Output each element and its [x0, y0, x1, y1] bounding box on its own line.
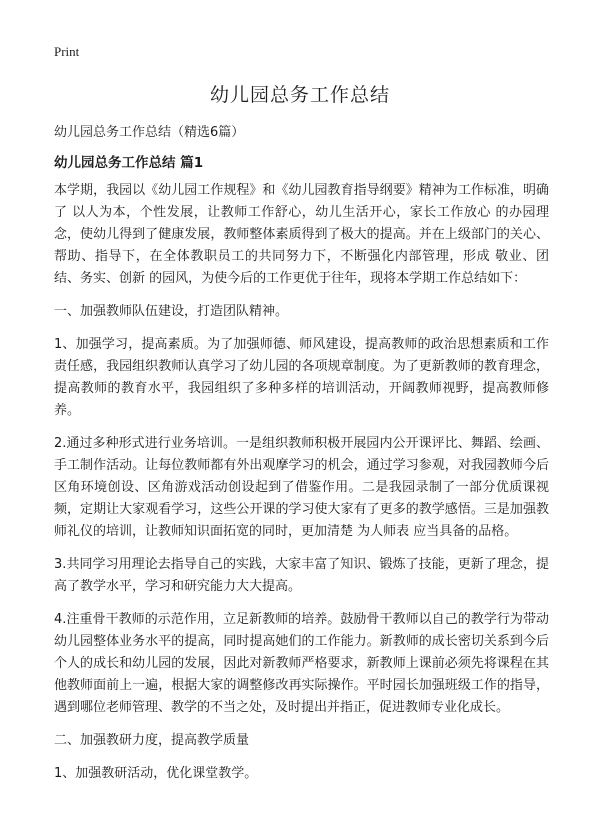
- paragraph-item-5: 1、加强教研活动，优化课堂教学。: [54, 766, 258, 781]
- paragraph-heading-1: 一、加强教师队伍建设，打造团队精神。: [54, 304, 289, 319]
- paragraph-item-1: 1、加强学习，提高素质。为了加强师德、师风建设，提高教师的政治思想素质和工作责任感，我园组织教师认真学习了幼儿园的各项规章制度。为了更新教师的教育理念，提高教师的教育水平，我园组织了多种多样的培训活动，开阔教师视野，提高教师修养。: [54, 337, 549, 418]
- document-body: [54, 180, 549, 796]
- paragraph-item-4: 4.注重骨干教师的示范作用，立足新教师的培养。鼓励骨干教师以自己的教学行为带动幼儿园整体业务水平的提高，同时提高她们的工作能力。新教师的成长密切关系到今后个人的成长和幼儿园的发展，因此对新教师严格要求，新教师上课前必须先将课程在其他教师面前上一遍，根据大家的调整修改再实际操作。平时园长加强班级工作的指导，遇到哪位老师管理、教学的不当之处，及时提出并指正，促进教师专业化成长。: [54, 612, 549, 715]
- document-subtitle: 幼儿园总务工作总结（精选6篇）: [54, 125, 245, 140]
- paragraph-item-3: 3.共同学习用理论去指导自己的实践，大家丰富了知识、锻炼了技能，更新了理念，提高了教学水平，学习和研究能力大大提高。: [54, 557, 549, 594]
- paragraph-heading-2: 二、加强教研力度，提高教学质量: [54, 733, 250, 748]
- paragraph-intro: 本学期，我园以《幼儿园工作规程》和《幼儿园教育指导纲要》精神为工作标准，明确了 以人为本，个性发展，让教师工作舒心，幼儿生活开心，家长工作放心 的办园理念，使幼儿得到了健康发展，教师整体素质得到了极大的提高。并在上级部门的关心、帮助、指导下，在全体教职员工的共同努力下，不断强化内部管理，形成 敬业、团结、务实、创新 的园风，为使今后的工作更优于往年，现将本学期工作总结如下：: [54, 183, 549, 286]
- print-link[interactable]: Print: [54, 44, 80, 59]
- paragraph-item-2: 2.通过多种形式进行业务培训。一是组织教师积极开展园内公开课评比、舞蹈、绘画、手工制作活动。让每位教师都有外出观摩学习的机会，通过学习参观，对我园教师今后区角环境创设、区角游戏活动创设起到了借鉴作用。二是我园录制了一部分优质课视频，定期让大家观看学习，这些公开课的学习使大家有了更多的教学感悟。三是加强教师礼仪的培训，让教师知识面拓宽的同时，更加清楚 为人师表 应当具备的品格。: [54, 436, 549, 539]
- section-heading: 幼儿园总务工作总结 篇1: [54, 155, 204, 171]
- document-title: 幼儿园总务工作总结: [209, 84, 390, 106]
